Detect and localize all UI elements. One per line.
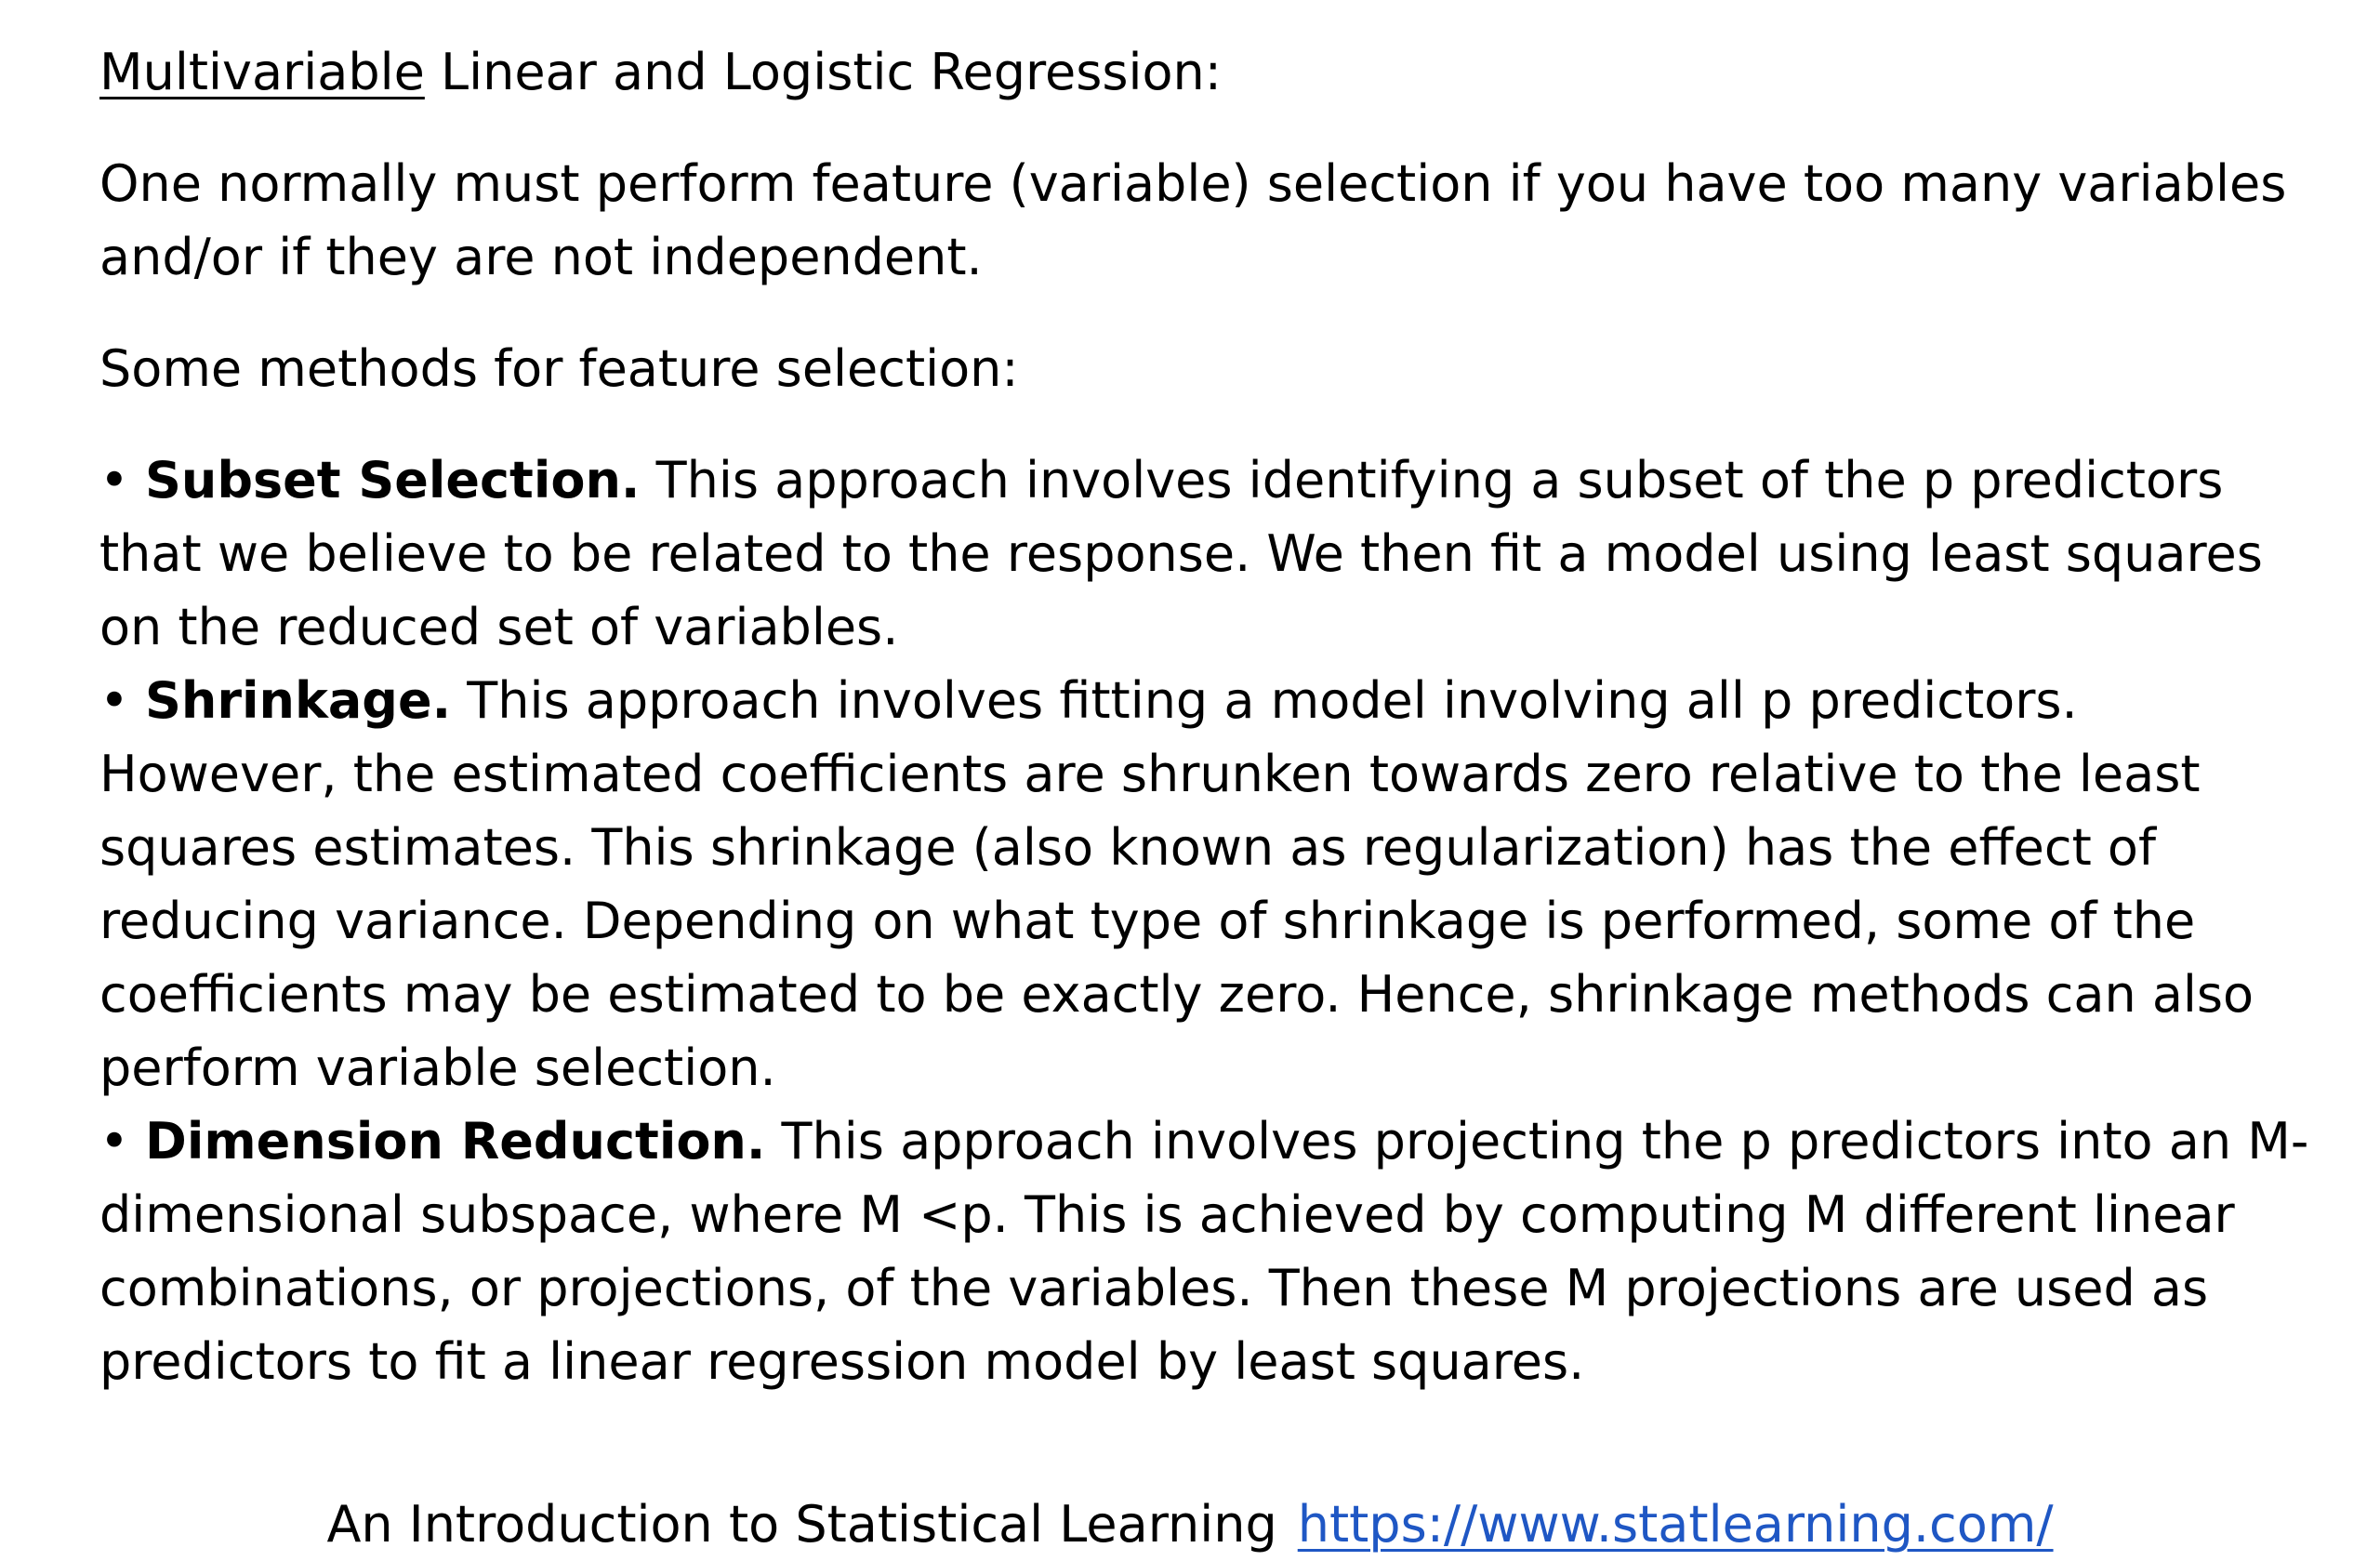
methods-list bbox=[99, 443, 2312, 1398]
title-rest: Linear and Logistic Regression: bbox=[424, 43, 1222, 101]
source-title: An Introduction to Statistical Learning bbox=[326, 1495, 1277, 1554]
source-citation bbox=[0, 1488, 2380, 1561]
methods-heading: Some methods for feature selection: bbox=[99, 339, 1019, 398]
bullet-text: This approach involves projecting the p predictors into an M-dimensional subspace, where M <p. This is achieved by computing M different linear combinations, or projections, of the variables. Then these M projections are used as predictors to fit a linear regression model by least squares. bbox=[99, 1112, 2309, 1391]
bullet-marker: • bbox=[99, 451, 129, 509]
bullet-marker: • bbox=[99, 671, 129, 730]
bullet-subset-selection bbox=[99, 443, 2312, 664]
bullet-text: This approach involves fitting a model involving all p predictors. However, the estimated coefficients are shrunken towards zero relative to the least squares estimates. This shrinkage (also known as regularization) has the effect of reducing variance. Depending on what type of shrinkage is performed, some of the coefficients may be estimated to be exactly zero. Hence, shrinkage methods can also perform variable selection. bbox=[99, 671, 2254, 1097]
intro-paragraph: One normally must perform feature (variable) selection if you have too many variables and/or if they are not independent. bbox=[99, 154, 2287, 286]
bullet-shrinkage bbox=[99, 664, 2312, 1105]
title-underlined-word: Multivariable bbox=[99, 43, 425, 101]
bullet-term: Dimension Reduction. bbox=[145, 1112, 766, 1171]
bullet-term: Subset Selection. bbox=[145, 451, 641, 509]
bullet-marker: • bbox=[99, 1112, 129, 1171]
bullet-dimension-reduction bbox=[99, 1105, 2312, 1398]
bullet-text: This approach involves identifying a subset of the p predictors that we believe to be related to the response. We then fit a model using least squares on the reduced set of variables. bbox=[99, 451, 2263, 656]
source-link[interactable]: https://www.statlearning.com/ bbox=[1297, 1495, 2054, 1554]
slide-content bbox=[99, 35, 2312, 1398]
slide-title bbox=[99, 35, 2312, 109]
bullet-term: Shrinkage. bbox=[145, 671, 452, 730]
